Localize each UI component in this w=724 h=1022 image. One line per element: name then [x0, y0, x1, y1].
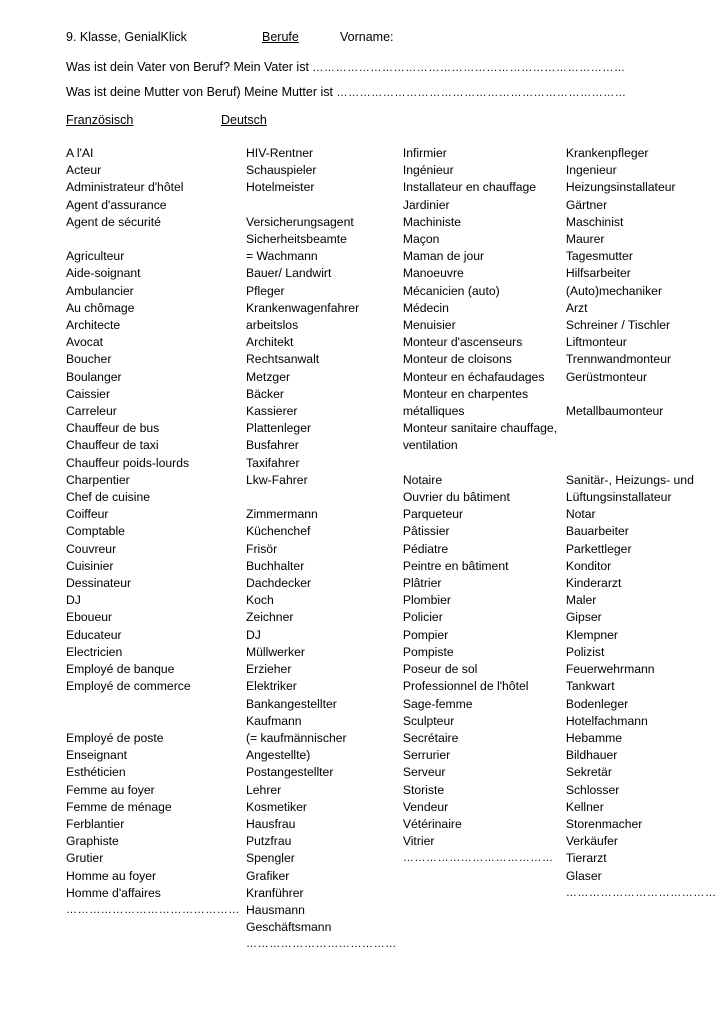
vocabulary-cell: Peintre en bâtiment: [402, 558, 509, 573]
vocabulary-cell: Krankenwagenfahrer: [246, 300, 360, 315]
vocabulary-cell-empty: [566, 386, 717, 403]
vocabulary-cell: Agent de sécurité: [66, 214, 161, 229]
vocabulary-cell: Sage-femme: [402, 696, 473, 711]
vocabulary-cell-empty: [66, 231, 240, 248]
vocabulary-cell: Lehrer: [246, 782, 282, 797]
vocabulary-cell: Avocat: [66, 335, 104, 350]
vocabulary-cell: = Wachmann: [246, 249, 318, 264]
vocabulary-cell: Carreleur: [66, 404, 117, 419]
vocabulary-cell: Ouvrier du bâtiment: [402, 490, 510, 505]
vocabulary-cell: Storiste: [402, 782, 445, 797]
vocabulary-cell: Pâtissier: [402, 524, 450, 539]
vocabulary-cell: Dachdecker: [246, 576, 312, 591]
vocabulary-cell: Geschäftsmann: [246, 920, 332, 935]
vocabulary-cell: Busfahrer: [246, 438, 299, 453]
vocabulary-column-1: [66, 145, 246, 954]
vocabulary-cell: Kinderarzt: [565, 576, 622, 591]
vocabulary-cell: Maler: [565, 593, 597, 608]
vocabulary-cell: Chauffeur de bus: [66, 421, 160, 436]
vocabulary-cell: Maurer: [565, 232, 605, 247]
vocabulary-cell: Erzieher: [246, 662, 292, 677]
vocabulary-cell: Krankenpfleger: [565, 146, 649, 160]
vocabulary-cell: Lkw-Fahrer: [246, 472, 308, 487]
vocabulary-cell: Vitrier: [402, 834, 435, 849]
vocabulary-column-3: [403, 145, 566, 954]
vocabulary-cell: Machiniste: [402, 214, 462, 229]
vocabulary-cell: DJ: [66, 593, 81, 608]
vocabulary-cell: Ingenieur: [565, 163, 617, 178]
vocabulary-cell: Tierarzt: [565, 851, 607, 866]
vocabulary-cell: Employé de banque: [66, 662, 175, 677]
vocabulary-cell: Maman de jour: [402, 249, 485, 264]
vocabulary-cell: Professionnel de l'hôtel: [402, 679, 529, 694]
vocabulary-cell: Pédiatre: [402, 541, 449, 556]
column-header-french: Französisch: [66, 113, 134, 127]
vocabulary-cell: Sanitär-, Heizungs- und Lüftungsinstallateur: [565, 472, 698, 505]
vocabulary-column-2: [246, 145, 403, 954]
vocabulary-cell: Au chômage: [66, 300, 135, 315]
vocabulary-cell: Plâtrier: [402, 576, 442, 591]
vocabulary-cell: Mécanicien (auto): [402, 283, 500, 298]
vocabulary-cell: Taxifahrer: [246, 455, 300, 470]
vocabulary-cell: Spengler: [246, 851, 295, 866]
vocabulary-cell: Frisör: [246, 541, 278, 556]
vocabulary-cell: Parqueteur: [402, 507, 464, 522]
vocabulary-cell: Chauffeur poids-lourds: [66, 455, 190, 470]
vocabulary-cell-empty: [403, 455, 560, 472]
vocabulary-cell: Femme de ménage: [66, 799, 172, 814]
vocabulary-cell: Vétérinaire: [402, 816, 462, 831]
vocabulary-cell: Serveur: [402, 765, 446, 780]
vocabulary-cell: Verkäufer: [565, 834, 618, 849]
vocabulary-cell: Maschinist: [565, 214, 624, 229]
vocabulary-cell: Zimmermann: [246, 507, 318, 522]
vocabulary-cell: Aide-soignant: [66, 266, 141, 281]
vocabulary-cell: Klempner: [565, 627, 618, 642]
vocabulary-cell: Feuerwehrmann: [565, 662, 655, 677]
vocabulary-cell: Gärtner: [565, 197, 608, 212]
vocabulary-cell: Kassierer: [246, 404, 298, 419]
vocabulary-cell: Couvreur: [66, 541, 117, 556]
vocabulary-cell: Architecte: [66, 318, 121, 333]
vocabulary-cell: Notar: [565, 507, 596, 522]
vocabulary-cell-empty: [566, 455, 717, 472]
vocabulary-cell: …………………………………: [402, 852, 554, 865]
name-field-label: Vorname:: [340, 30, 394, 44]
vocabulary-cell: Bildhauer: [565, 748, 618, 763]
vocabulary-cell-empty: [566, 420, 717, 437]
question-mother-text: Was ist deine Mutter von Beruf) Meine Mutter ist: [66, 85, 337, 99]
vocabulary-cell: Architekt: [246, 335, 294, 350]
worksheet-header: [66, 30, 672, 44]
column-header-german-2: [531, 113, 686, 127]
vocabulary-cell: Cuisinier: [66, 558, 114, 573]
vocabulary-cell: Homme au foyer: [66, 868, 157, 883]
vocabulary-cell: (= kaufmännischer Angestellte): [246, 730, 350, 763]
vocabulary-cell: Hilfsarbeiter: [565, 266, 631, 281]
vocabulary-cell: Graphiste: [66, 834, 119, 849]
vocabulary-cell: Chef de cuisine: [66, 490, 151, 505]
vocabulary-cell: arbeitslos: [246, 318, 299, 333]
vocabulary-cell: Koch: [246, 593, 274, 608]
vocabulary-cell: Monteur d'ascenseurs: [402, 335, 523, 350]
vocabulary-cell-empty: [566, 437, 717, 454]
vocabulary-cell: Serrurier: [402, 748, 451, 763]
question-father-text: Was ist dein Vater von Beruf? Mein Vater ist: [66, 60, 313, 74]
vocabulary-cell: Schreiner / Tischler: [565, 318, 671, 333]
vocabulary-cell: Glaser: [565, 868, 602, 883]
vocabulary-cell: HIV-Rentner: [246, 146, 314, 160]
vocabulary-cell-empty: [246, 197, 397, 214]
vocabulary-cell: Gipser: [565, 610, 602, 625]
vocabulary-cell: DJ: [246, 627, 261, 642]
vocabulary-cell: Bauarbeiter: [565, 524, 629, 539]
vocabulary-cell: Tankwart: [565, 679, 615, 694]
vocabulary-cell: Administrateur d'hôtel: [66, 180, 184, 195]
vocabulary-cell: Infirmier: [402, 146, 447, 160]
vocabulary-cell: Electricien: [66, 644, 123, 659]
vocabulary-cell: Hotelmeister: [246, 180, 315, 195]
vocabulary-cell: Schlosser: [565, 782, 620, 797]
vocabulary-cell: (Auto)mechaniker: [565, 283, 662, 298]
vocabulary-cell: Hotelfachmann: [565, 713, 648, 728]
vocabulary-cell: Hebamme: [565, 730, 623, 745]
vocabulary-cell: Sicherheitsbeamte: [246, 232, 347, 247]
vocabulary-cell: Comptable: [66, 524, 125, 539]
vocabulary-cell: Rechtsanwalt: [246, 352, 320, 367]
vocabulary-cell: Plombier: [402, 593, 451, 608]
column-header-french-2: [376, 113, 531, 127]
vocabulary-cell: Plattenleger: [246, 421, 312, 436]
vocabulary-cell: Elektriker: [246, 679, 297, 694]
vocabulary-cell: Pfleger: [246, 283, 285, 298]
vocabulary-cell: Boucher: [66, 352, 112, 367]
vocabulary-cell: Employé de commerce: [66, 679, 191, 694]
vocabulary-cell: Enseignant: [66, 748, 127, 763]
vocabulary-cell: ………………………………………: [66, 903, 240, 916]
question-father-blank[interactable]: ………………………………………………………………………: [312, 62, 626, 74]
vocabulary-cell: Monteur de cloisons: [402, 352, 512, 367]
vocabulary-cell: Monteur en échafaudages: [402, 369, 545, 384]
vocabulary-cell: Hausmann: [246, 902, 305, 917]
vocabulary-cell: Müllwerker: [246, 644, 305, 659]
vocabulary-cell: Dessinateur: [66, 576, 132, 591]
vocabulary-cell: Bodenleger: [565, 696, 629, 711]
vocabulary-table: [66, 145, 717, 954]
vocabulary-cell: Bankangestellter: [246, 696, 337, 711]
vocabulary-cell: Chauffeur de taxi: [66, 438, 159, 453]
vocabulary-cell: Pompiste: [402, 644, 454, 659]
vocabulary-cell: Storenmacher: [565, 816, 643, 831]
vocabulary-cell: Menuisier: [402, 318, 456, 333]
vocabulary-cell: Kellner: [565, 799, 604, 814]
vocabulary-cell: Médecin: [402, 300, 449, 315]
vocabulary-cell: Secrétaire: [402, 730, 459, 745]
vocabulary-cell: Kaufmann: [246, 713, 302, 728]
vocabulary-cell: Liftmonteur: [565, 335, 627, 350]
vocabulary-cell: Polizist: [565, 644, 605, 659]
vocabulary-cell: Esthéticien: [66, 765, 126, 780]
vocabulary-cell: Ambulancier: [66, 283, 134, 298]
vocabulary-cell: Boulanger: [66, 369, 122, 384]
vocabulary-cell: Arzt: [565, 300, 588, 315]
vocabulary-cell-empty: [66, 713, 240, 730]
vocabulary-column-headers: [66, 113, 672, 127]
vocabulary-cell: Küchenchef: [246, 524, 311, 539]
page-title: Berufe: [262, 30, 299, 44]
column-header-german: Deutsch: [221, 113, 267, 127]
vocabulary-cell-empty: [66, 696, 240, 713]
vocabulary-cell: …………………………………: [246, 938, 397, 951]
vocabulary-cell: Heizungsinstallateur: [565, 180, 676, 195]
vocabulary-cell: Gerüstmonteur: [565, 369, 648, 384]
vocabulary-cell: Konditor: [565, 558, 612, 573]
vocabulary-cell: Grafiker: [246, 868, 290, 883]
vocabulary-cell: Bauer/ Landwirt: [246, 266, 332, 281]
vocabulary-cell: …………………………………: [565, 886, 717, 899]
vocabulary-cell: Sculpteur: [402, 713, 455, 728]
vocabulary-cell: Caissier: [66, 386, 111, 401]
vocabulary-cell: Ingénieur: [402, 163, 454, 178]
question-father: [66, 60, 672, 74]
question-mother: [66, 85, 672, 99]
vocabulary-cell: Metzger: [246, 369, 291, 384]
vocabulary-cell: Parkettleger: [565, 541, 632, 556]
vocabulary-cell: Kosmetiker: [246, 799, 307, 814]
vocabulary-cell: Agriculteur: [66, 249, 125, 264]
vocabulary-cell: Employé de poste: [66, 730, 164, 745]
vocabulary-cell: A l'AI: [66, 146, 94, 160]
vocabulary-cell-empty: [246, 489, 397, 506]
vocabulary-cell: Sekretär: [565, 765, 612, 780]
vocabulary-cell: Agent d'assurance: [66, 197, 167, 212]
vocabulary-cell: Tagesmutter: [565, 249, 633, 264]
vocabulary-cell: Kranführer: [246, 885, 304, 900]
vocabulary-cell: Installateur en chauffage: [402, 180, 537, 195]
vocabulary-cell: Hausfrau: [246, 816, 296, 831]
vocabulary-cell: Buchhalter: [246, 558, 305, 573]
question-mother-blank[interactable]: …………………………………………………………………: [336, 87, 627, 99]
vocabulary-cell: Policier: [402, 610, 443, 625]
vocabulary-cell: Metallbaumonteur: [565, 404, 664, 419]
vocabulary-cell: Maçon: [402, 232, 440, 247]
vocabulary-cell: Manoeuvre: [402, 266, 464, 281]
vocabulary-cell: Homme d'affaires: [66, 885, 161, 900]
vocabulary-cell: Coiffeur: [66, 507, 109, 522]
vocabulary-cell: Monteur sanitaire chauffage, ventilation: [402, 421, 561, 453]
vocabulary-cell: Monteur en charpentes métalliques: [402, 386, 532, 419]
vocabulary-cell: Putzfrau: [246, 834, 292, 849]
vocabulary-cell: Bäcker: [246, 386, 284, 401]
vocabulary-cell: Poseur de sol: [402, 662, 478, 677]
vocabulary-column-4: [566, 145, 723, 954]
course-label: 9. Klasse, GenialKlick: [66, 30, 187, 44]
vocabulary-cell: Femme au foyer: [66, 782, 155, 797]
vocabulary-cell: Grutier: [66, 851, 104, 866]
vocabulary-cell: Pompier: [402, 627, 449, 642]
vocabulary-cell: Jardinier: [402, 197, 450, 212]
vocabulary-cell: Charpentier: [66, 472, 130, 487]
vocabulary-cell: Educateur: [66, 627, 122, 642]
vocabulary-cell: Acteur: [66, 163, 102, 178]
vocabulary-cell: Notaire: [402, 472, 443, 487]
vocabulary-cell: Zeichner: [246, 610, 294, 625]
vocabulary-cell: Eboueur: [66, 610, 113, 625]
vocabulary-cell: Vendeur: [402, 799, 449, 814]
vocabulary-cell: Versicherungsagent: [246, 214, 354, 229]
vocabulary-cell: Ferblantier: [66, 816, 125, 831]
vocabulary-cell: Trennwandmonteur: [565, 352, 672, 367]
vocabulary-cell: Postangestellter: [246, 765, 334, 780]
vocabulary-cell: Schauspieler: [246, 163, 317, 178]
